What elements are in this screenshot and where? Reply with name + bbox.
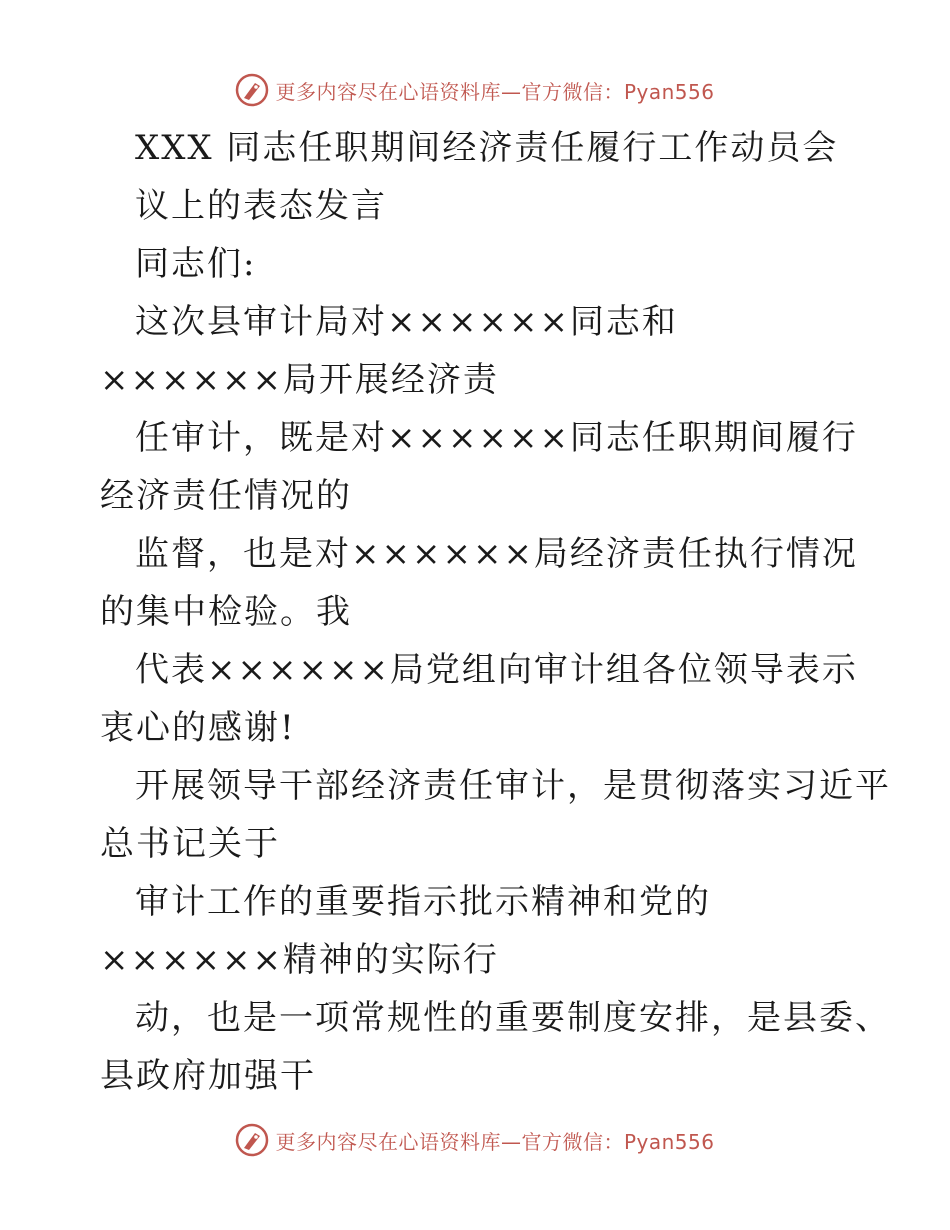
text-line: 的集中检验。我 — [100, 592, 352, 632]
text-line: ××××××局开展经济责 — [100, 360, 499, 400]
text-line: 开展领导干部经济责任审计，是贯彻落实习近平 — [135, 766, 891, 806]
text-line: 审计工作的重要指示批示精神和党的 — [135, 882, 711, 922]
pen-nib-icon — [235, 1123, 269, 1157]
watermark-footer — [0, 1120, 950, 1160]
text-line: 任审计，既是对××××××同志任职期间履行 — [135, 418, 858, 458]
watermark-header — [0, 70, 950, 110]
text-line: 县政府加强干 — [100, 1056, 316, 1096]
text-line: 衷心的感谢! — [100, 708, 296, 748]
text-line: 经济责任情况的 — [100, 476, 352, 516]
text-line: ××××××精神的实际行 — [100, 940, 499, 980]
text-line: 动，也是一项常规性的重要制度安排，是县委、 — [135, 998, 891, 1038]
document-body — [0, 120, 950, 1110]
text-line: 总书记关于 — [100, 824, 280, 864]
text-line: 这次县审计局对××××××同志和 — [135, 302, 678, 342]
watermark-text: 更多内容尽在心语资料库—官方微信：Pyan556 — [275, 1129, 715, 1154]
text-line: 监督，也是对××××××局经济责任执行情况 — [135, 534, 858, 574]
pen-nib-icon — [235, 73, 269, 107]
text-line: 代表××××××局党组向审计组各位领导表示 — [135, 650, 858, 690]
text-line: 同志们: — [135, 244, 257, 284]
text-line: XXX 同志任职期间经济责任履行工作动员会 — [135, 128, 839, 168]
watermark-text: 更多内容尽在心语资料库—官方微信：Pyan556 — [275, 79, 715, 104]
text-line: 议上的表态发言 — [135, 186, 387, 226]
